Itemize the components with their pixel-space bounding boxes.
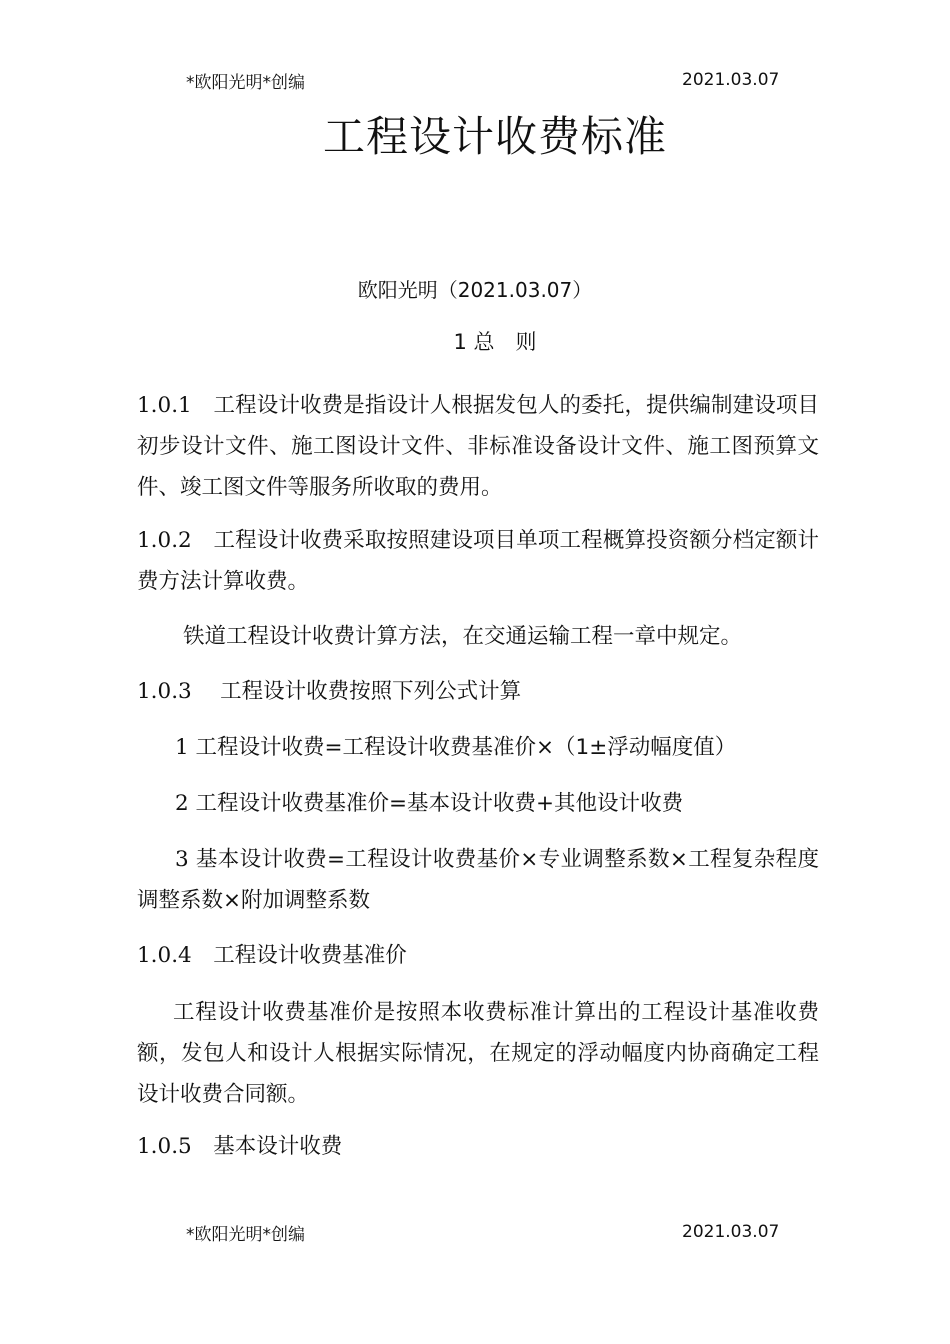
- footer-date: 2021.03.07: [682, 1222, 780, 1242]
- clause-number: 1.0.4: [137, 943, 192, 968]
- author-line: 欧阳光明（2021.03.07）: [357, 278, 593, 302]
- clause-text: 铁道工程设计收费计算方法，在交通运输工程一章中规定。: [183, 624, 743, 649]
- formula-2: [137, 783, 819, 824]
- clause-number: 1.0.2: [137, 528, 192, 553]
- formula-number: 3: [175, 847, 189, 872]
- clause-number: 1.0.5: [137, 1134, 192, 1159]
- formula-text: 基本设计收费=工程设计收费基价×专业调整系数×工程复杂程度调整系数×附加调整系数: [137, 847, 819, 913]
- document-title: 工程设计收费标准: [322, 112, 667, 161]
- clause-text: 工程设计收费采取按照建设项目单项工程概算投资额分档定额计费方法计算收费。: [137, 528, 819, 594]
- clause-text: 工程设计收费基准价是按照本收费标准计算出的工程设计基准收费额，发包人和设计人根据实际情况，在规定的浮动幅度内协商确定工程设计收费合同额。: [137, 1000, 819, 1107]
- paragraph-1-0-4: [137, 935, 819, 976]
- paragraph-1-0-2: [137, 520, 819, 602]
- formula-text: 工程设计收费基准价=基本设计收费+其他设计收费: [195, 791, 684, 816]
- paragraph-1-0-1: [137, 385, 819, 508]
- clause-text: 工程设计收费是指设计人根据发包人的委托，提供编制建设项目初步设计文件、施工图设计文件、非标准设备设计文件、施工图预算文件、竣工图文件等服务所收取的费用。: [137, 393, 819, 500]
- footer-author: *欧阳光明*创编: [186, 1225, 305, 1245]
- formula-3: [137, 839, 819, 921]
- paragraph-1-0-3: [137, 671, 819, 712]
- paragraph-1-0-5: [137, 1126, 819, 1167]
- clause-number: 1.0.1: [137, 393, 192, 418]
- formula-text: 工程设计收费=工程设计收费基准价×（1±浮动幅度值）: [195, 735, 737, 760]
- clause-text: 工程设计收费按照下列公式计算: [220, 679, 522, 704]
- paragraph-railway-note: [137, 616, 819, 657]
- formula-number: 1: [175, 735, 189, 760]
- clause-text: 工程设计收费基准价: [213, 943, 407, 968]
- header-author: *欧阳光明*创编: [186, 73, 305, 93]
- chapter-heading: 1 总 则: [453, 330, 537, 354]
- paragraph-base-price-explanation: [137, 992, 819, 1115]
- clause-text: 基本设计收费: [213, 1134, 343, 1159]
- formula-number: 2: [175, 791, 189, 816]
- formula-1: [137, 727, 819, 768]
- header-date: 2021.03.07: [682, 70, 780, 90]
- clause-number: 1.0.3: [137, 679, 192, 704]
